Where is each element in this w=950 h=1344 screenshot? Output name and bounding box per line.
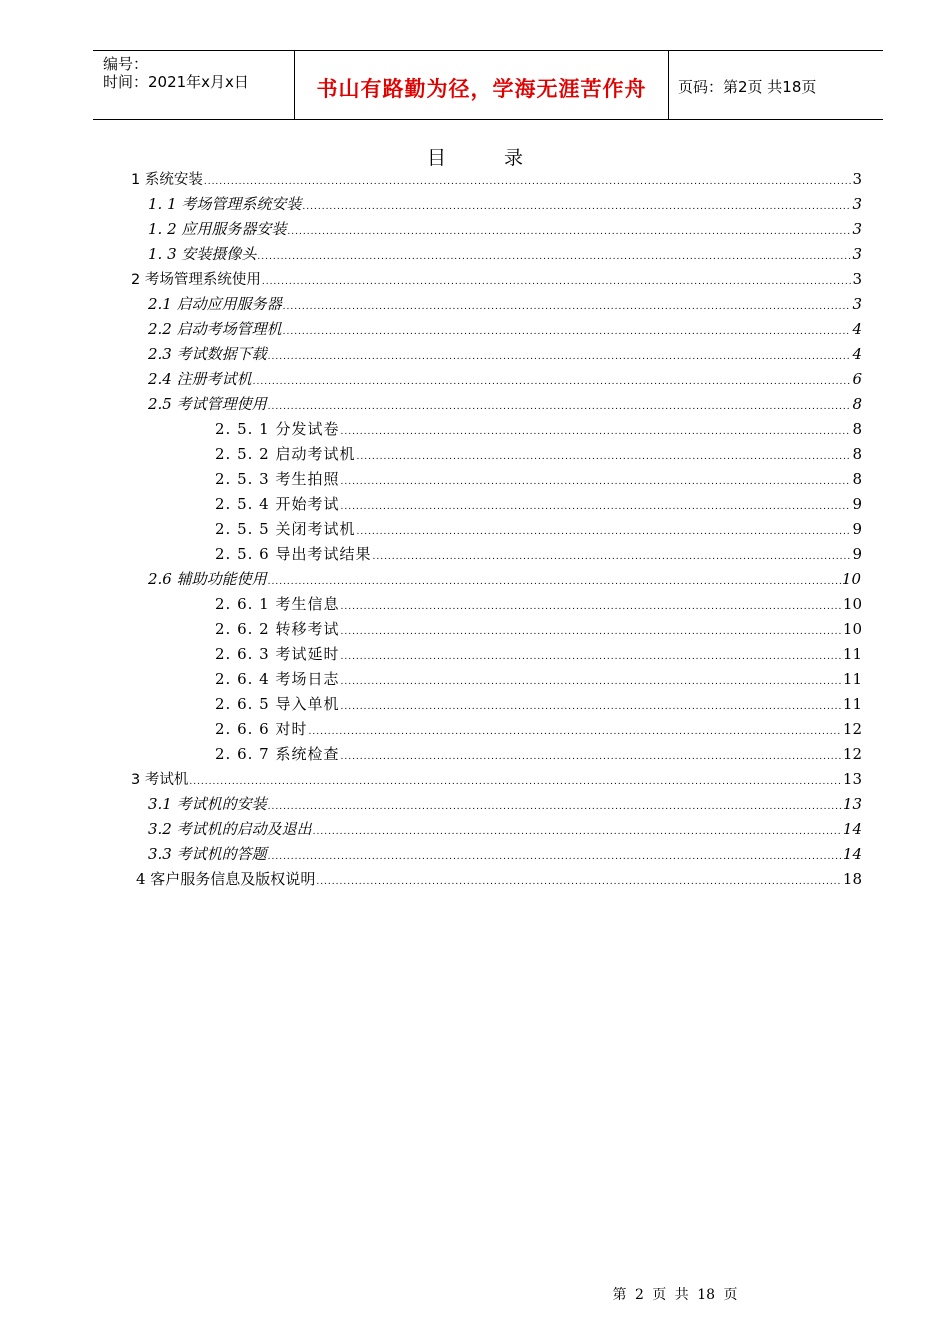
toc-entry-label: 2.2 启动考场管理机	[148, 320, 282, 338]
toc-entry-page: 18	[842, 870, 862, 888]
toc-entry-label: 2.6 辅助功能使用	[148, 570, 267, 588]
toc-entry-label: 2. 6. 2 转移考试	[215, 620, 340, 638]
toc-entry-page: 4	[852, 320, 862, 338]
toc-entry[interactable]	[215, 467, 862, 492]
toc-entry-page: 12	[842, 745, 862, 763]
toc-entry[interactable]	[215, 492, 862, 517]
toc-entry-page: 9	[852, 495, 862, 513]
toc-entry[interactable]	[148, 217, 862, 242]
toc-entry-label: 1. 1 考场管理系统安装	[148, 195, 302, 213]
toc-entry[interactable]	[215, 642, 862, 667]
toc-entry[interactable]	[215, 717, 862, 742]
toc-entry[interactable]	[215, 517, 862, 542]
toc-entry-label: 2.5 考试管理使用	[148, 395, 267, 413]
toc-entry-label: 2.4 注册考试机	[148, 370, 252, 388]
toc-entry-page: 8	[852, 445, 862, 463]
toc-entry-page: 10	[842, 620, 862, 638]
toc-entry-label: 2. 5. 3 考生拍照	[215, 470, 340, 488]
toc-entry-label: 2. 5. 5 关闭考试机	[215, 520, 356, 538]
toc-entry-label: 3.2 考试机的启动及退出	[148, 820, 312, 838]
toc-entry-page: 3	[852, 195, 862, 213]
toc-entry-page: 14	[842, 820, 862, 838]
toc-entry-label: 1 系统安装	[131, 172, 203, 188]
toc-entry[interactable]	[215, 542, 862, 567]
page-footer: 第 2 页 共 18 页	[612, 1287, 738, 1303]
toc-entry[interactable]	[148, 842, 862, 867]
toc-entry-label: 3.3 考试机的答题	[148, 845, 267, 863]
toc-entry[interactable]	[148, 242, 862, 267]
toc-entry-page: 8	[852, 470, 862, 488]
toc-entry-label: 2. 6. 4 考场日志	[215, 670, 340, 688]
toc-entry-label: 1. 2 应用服务器安装	[148, 220, 287, 238]
document-time-label: 时间：2021年x月x日	[103, 73, 249, 91]
toc-entry-page: 11	[842, 695, 862, 713]
toc-entry-label: 2 考场管理系统使用	[131, 272, 261, 288]
toc-entry-label: 3 考试机	[131, 772, 189, 788]
toc-entry-label: 4 客户服务信息及版权说明	[136, 870, 316, 888]
toc-entry-page: 12	[842, 720, 862, 738]
toc-entry[interactable]	[148, 317, 862, 342]
toc-entry-label: 3.1 考试机的安装	[148, 795, 267, 813]
toc-entry[interactable]	[148, 817, 862, 842]
toc-entry[interactable]	[148, 392, 862, 417]
toc-entry[interactable]	[215, 667, 862, 692]
toc-entry-page: 13	[842, 770, 862, 788]
toc-entry-page: 3	[852, 245, 862, 263]
toc-entry[interactable]	[131, 767, 862, 792]
header-page-info: 页码：第2页 共18页	[678, 78, 817, 96]
toc-entry-page: 3	[852, 295, 862, 313]
toc-entry-page: 8	[852, 395, 862, 413]
toc-entry[interactable]	[148, 192, 862, 217]
toc-entry-label: 2.1 启动应用服务器	[148, 295, 282, 313]
toc-entry[interactable]	[215, 442, 862, 467]
toc-entry[interactable]	[148, 292, 862, 317]
toc-entry[interactable]	[215, 617, 862, 642]
toc-entry-page: 14	[842, 845, 862, 863]
toc-entry-label: 2. 6. 1 考生信息	[215, 595, 340, 613]
header-motto: 书山有路勤为径，学海无涯苦作舟	[316, 77, 647, 101]
toc-entry-label: 2. 6. 5 导入单机	[215, 695, 340, 713]
toc-title: 目 录	[426, 147, 550, 169]
document-number-label: 编号：	[103, 55, 149, 73]
toc-entry-label: 2. 5. 4 开始考试	[215, 495, 340, 513]
toc-entry-page: 13	[842, 795, 862, 813]
toc-entry-label: 2. 6. 6 对时	[215, 720, 308, 738]
toc-entry-page: 3	[852, 170, 862, 188]
toc-entry[interactable]	[131, 167, 862, 192]
toc-entry[interactable]	[215, 692, 862, 717]
toc-entry[interactable]	[215, 592, 862, 617]
toc-entry-page: 11	[842, 645, 862, 663]
toc-entry-page: 11	[842, 670, 862, 688]
toc-entry-page: 10	[842, 595, 862, 613]
page-header	[93, 50, 883, 120]
toc-entry-page: 3	[852, 270, 862, 288]
toc-entry-page: 9	[852, 520, 862, 538]
header-meta-cell	[93, 51, 294, 119]
toc-entry-page: 3	[852, 220, 862, 238]
toc-entry-label: 2. 6. 7 系统检查	[215, 745, 340, 763]
toc-entry[interactable]	[215, 742, 862, 767]
toc-entry[interactable]	[215, 417, 862, 442]
toc-entry-label: 2. 5. 2 启动考试机	[215, 445, 356, 463]
toc-leader-dots	[316, 870, 842, 895]
toc-entry[interactable]	[148, 567, 861, 592]
toc-entry[interactable]	[148, 342, 862, 367]
header-motto-cell	[294, 51, 669, 119]
toc-entry-label: 2. 5. 6 导出考试结果	[215, 545, 372, 563]
toc-entry[interactable]	[148, 367, 862, 392]
toc-entry[interactable]	[136, 867, 862, 892]
toc-entry-page: 10	[841, 570, 861, 588]
toc-entry-label: 2. 6. 3 考试延时	[215, 645, 340, 663]
header-page-cell	[668, 51, 883, 119]
toc-entry-page: 4	[852, 345, 862, 363]
toc-entry[interactable]	[148, 792, 862, 817]
toc-entry-page: 6	[852, 370, 862, 388]
toc-entry[interactable]	[131, 267, 862, 292]
toc-entry-label: 1. 3 安装摄像头	[148, 245, 257, 263]
toc-entry-page: 8	[852, 420, 862, 438]
toc-entry-label: 2. 5. 1 分发试卷	[215, 420, 340, 438]
toc-entry-page: 9	[852, 545, 862, 563]
toc-entry-label: 2.3 考试数据下载	[148, 345, 267, 363]
